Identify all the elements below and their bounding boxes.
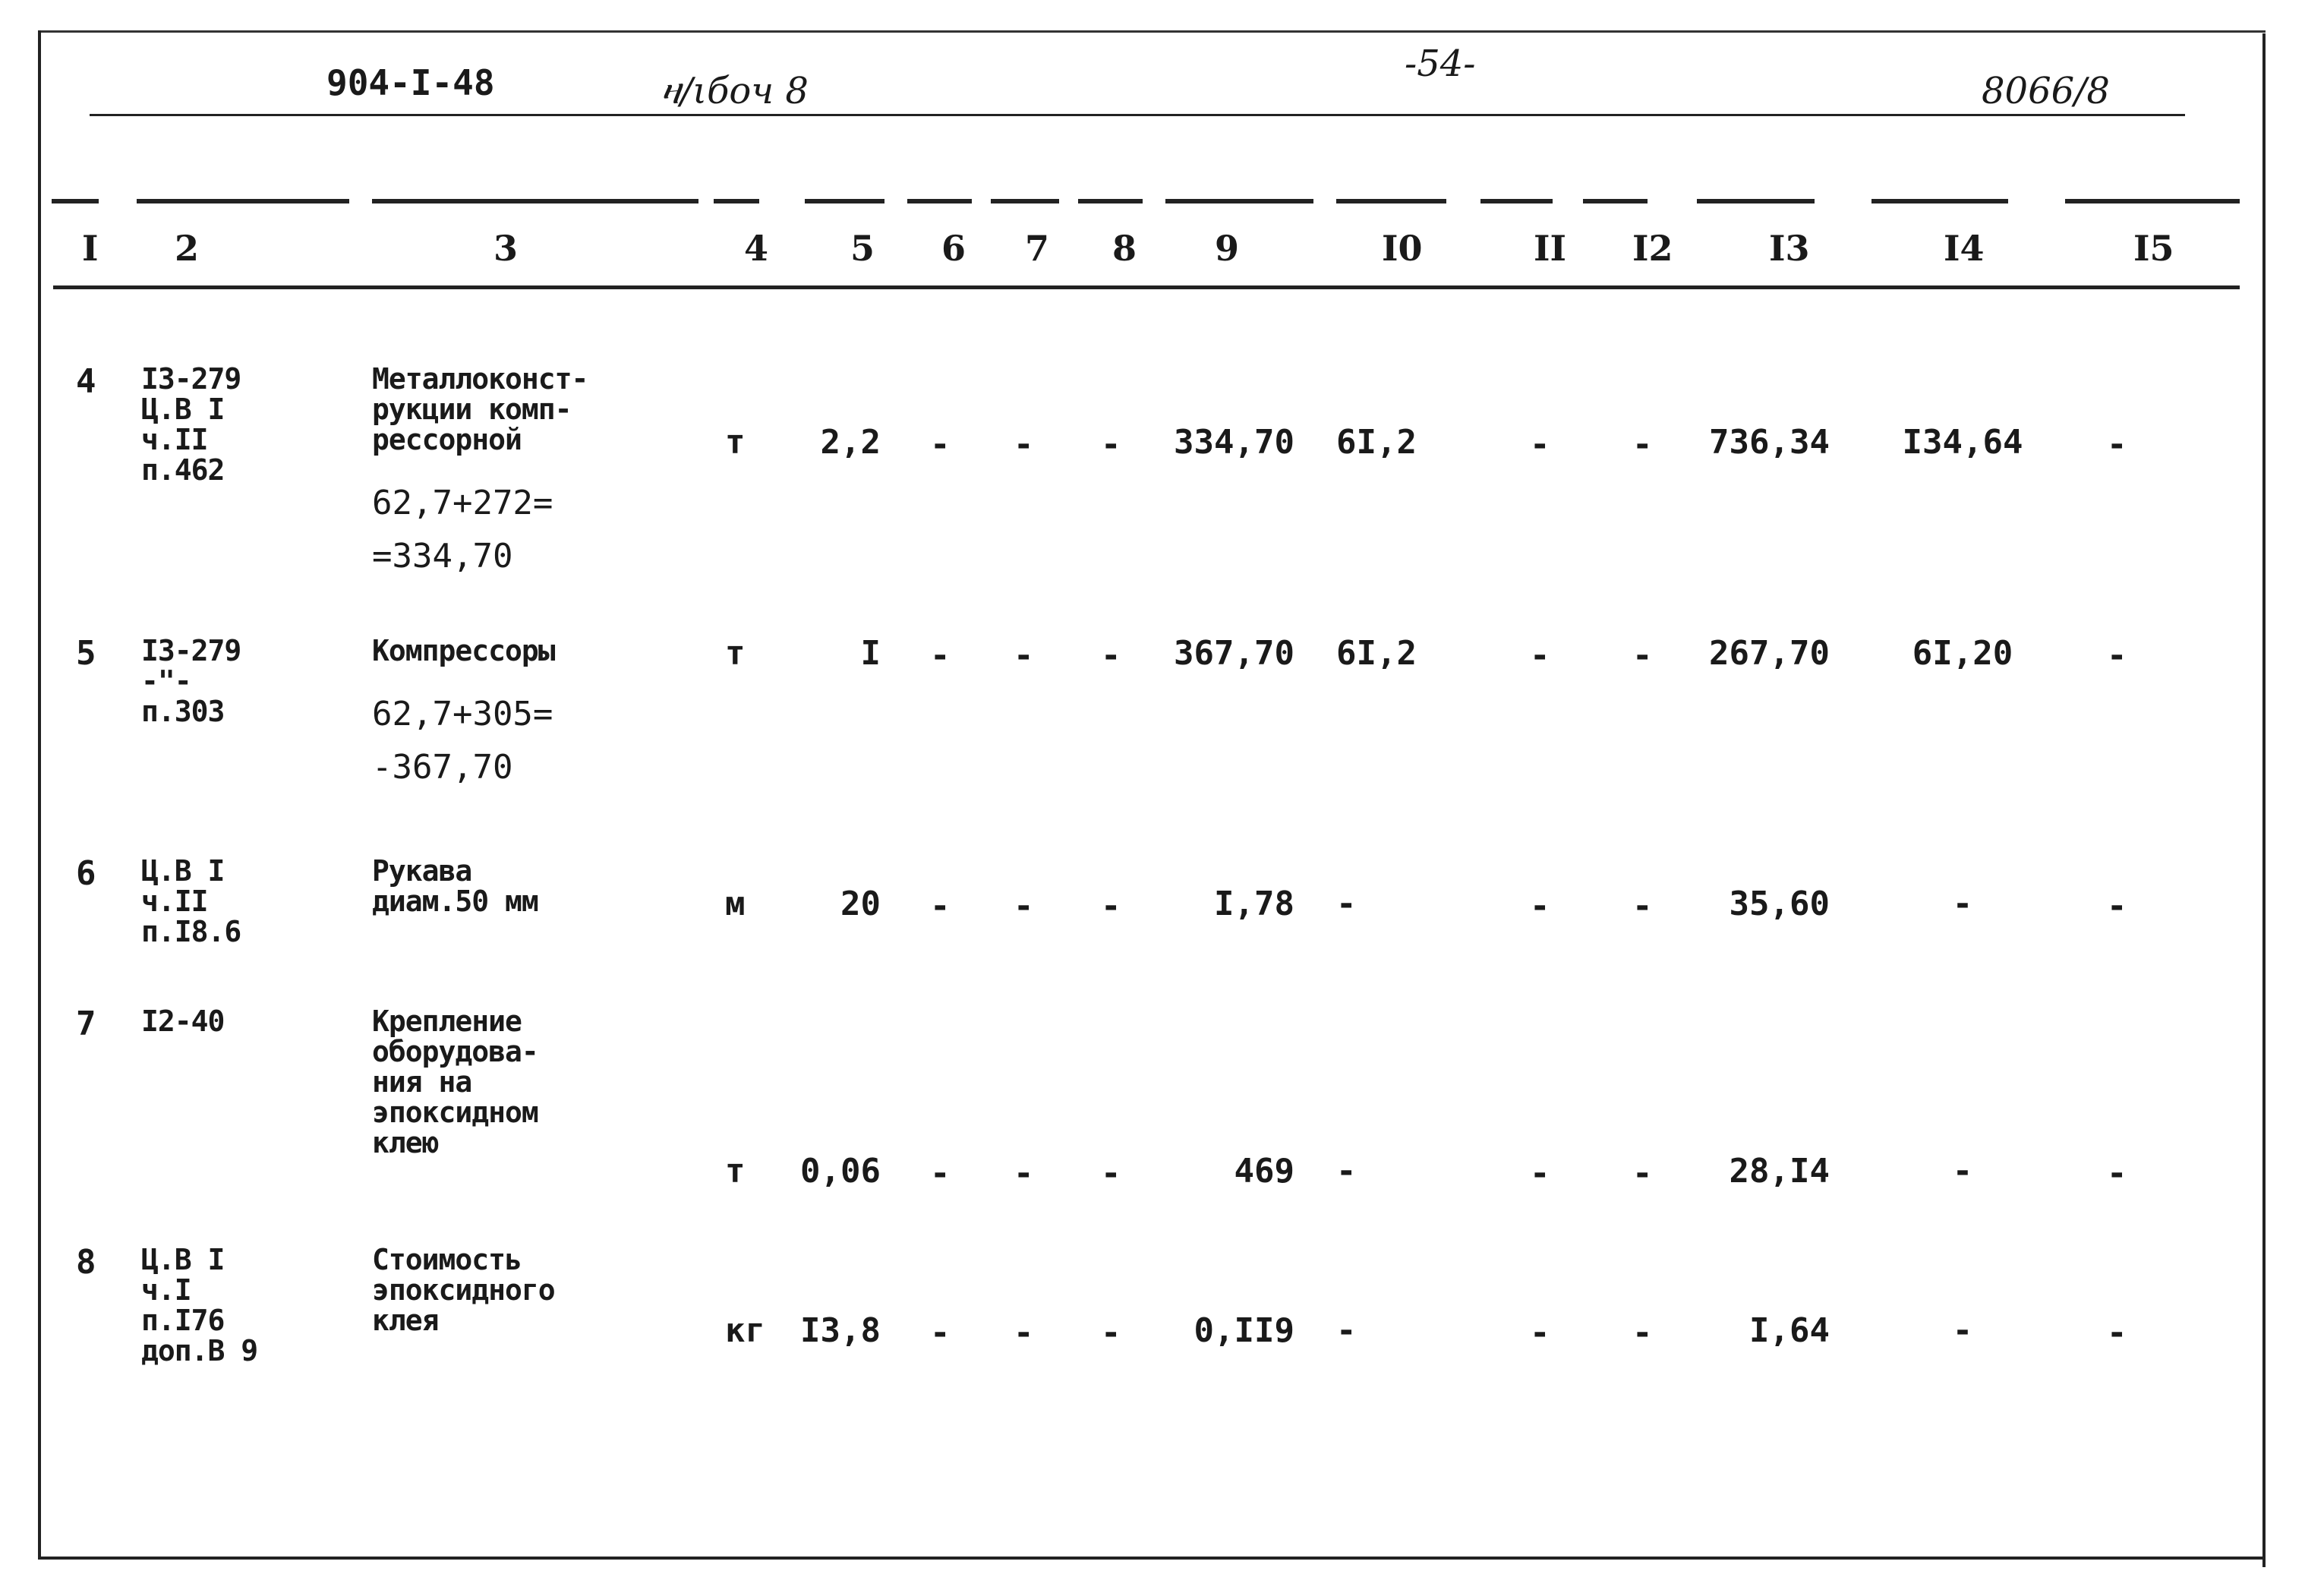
row-code-line: п.462 <box>141 453 225 487</box>
row-col12: - <box>1632 1154 1653 1193</box>
row-col10-value: 6I,2 <box>1336 423 1417 462</box>
column-dash-marker <box>907 199 972 203</box>
row-col11: - <box>1530 1314 1550 1352</box>
row-col6: - <box>930 1154 951 1193</box>
row-col7: - <box>1014 1154 1034 1193</box>
row-quantity: 20 <box>840 885 881 923</box>
row-col14-value: 6I,20 <box>1912 634 2013 673</box>
row-quantity: 2,2 <box>820 423 881 462</box>
row-code-line: -"- <box>141 664 191 698</box>
row-name-line: Компрессоры <box>372 634 555 667</box>
row-col15: - <box>2107 425 2127 464</box>
column-header-7: 7 <box>1025 228 1050 269</box>
row-col10-value: - <box>1336 1311 1357 1350</box>
row-col8: - <box>1101 1314 1121 1352</box>
column-dash-marker <box>714 199 759 203</box>
column-header-2: 2 <box>175 228 200 269</box>
column-dash-marker <box>1336 199 1446 203</box>
row-code-line: ч.II <box>141 423 208 456</box>
row-col7: - <box>1014 887 1034 926</box>
column-header-4: 4 <box>744 228 769 269</box>
row-col12: - <box>1632 1314 1653 1352</box>
row-col13-value: 736,34 <box>1709 423 1830 462</box>
column-header-6: 6 <box>941 228 966 269</box>
row-col14-value: - <box>1952 885 1973 923</box>
row-col9-value: 469 <box>1234 1152 1294 1191</box>
row-col7: - <box>1014 1314 1034 1352</box>
row-col14-value: - <box>1952 1152 1973 1191</box>
column-dash-marker <box>1480 199 1553 203</box>
row-col8: - <box>1101 425 1121 464</box>
page-number: -54- <box>1405 43 1476 85</box>
column-header-11: II <box>1534 228 1567 269</box>
row-code-line: Ц.В I <box>141 854 225 888</box>
column-dash-marker <box>991 199 1059 203</box>
row-col10-value: - <box>1336 885 1357 923</box>
row-col8: - <box>1101 636 1121 675</box>
row-name-line: рукции комп- <box>372 393 572 426</box>
row-calc-line: -367,70 <box>372 748 513 787</box>
row-name-line: Рукава <box>372 854 472 888</box>
row-col7: - <box>1014 636 1034 675</box>
column-header-13: I3 <box>1769 228 1810 269</box>
row-number: 7 <box>76 1005 96 1043</box>
row-code-line: I3-279 <box>141 634 241 667</box>
row-unit: т <box>725 634 746 673</box>
column-header-8: 8 <box>1112 228 1137 269</box>
row-col12: - <box>1632 636 1653 675</box>
row-col11: - <box>1530 636 1550 675</box>
row-col12: - <box>1632 425 1653 464</box>
column-dash-marker <box>137 199 349 203</box>
row-col13-value: 267,70 <box>1709 634 1830 673</box>
row-col14-value: - <box>1952 1311 1973 1350</box>
row-number: 4 <box>76 362 96 401</box>
column-dash-marker <box>1165 199 1313 203</box>
row-col15: - <box>2107 887 2127 926</box>
row-unit: т <box>725 423 746 462</box>
row-name-line: ния на <box>372 1065 472 1099</box>
doc-code: 904-I-48 <box>326 62 495 103</box>
row-number: 6 <box>76 854 96 893</box>
row-code-line: п.I8.6 <box>141 915 241 948</box>
row-col8: - <box>1101 1154 1121 1193</box>
column-dash-marker <box>52 199 99 203</box>
row-unit: кг <box>725 1311 765 1350</box>
column-dash-marker <box>1871 199 2008 203</box>
row-name-line: Металлоконст- <box>372 362 588 396</box>
row-col13-value: 35,60 <box>1729 885 1830 923</box>
row-quantity: I3,8 <box>800 1311 881 1350</box>
row-unit: т <box>725 1152 746 1191</box>
column-dash-marker <box>1583 199 1648 203</box>
row-name-line: клея <box>372 1304 439 1337</box>
row-col6: - <box>930 887 951 926</box>
row-col11: - <box>1530 1154 1550 1193</box>
frame-left-border <box>38 30 41 1557</box>
column-dash-marker <box>372 199 698 203</box>
row-name-line: диам.50 мм <box>372 885 538 918</box>
row-col9-value: 0,II9 <box>1193 1311 1294 1350</box>
row-name-line: Стоимость <box>372 1243 522 1276</box>
row-calc-line: 62,7+305= <box>372 695 553 733</box>
header-underline <box>90 114 2185 116</box>
row-col11: - <box>1530 425 1550 464</box>
column-header-10: I0 <box>1382 228 1423 269</box>
row-quantity: 0,06 <box>800 1152 881 1191</box>
row-col14-value: I34,64 <box>1902 423 2023 462</box>
column-dash-marker <box>2065 199 2240 203</box>
row-calc-line: 62,7+272= <box>372 484 553 522</box>
handwritten-sheet-code: 8066/8 <box>1982 70 2110 112</box>
row-number: 8 <box>76 1243 96 1282</box>
column-header-14: I4 <box>1944 228 1985 269</box>
row-name-line: клею <box>372 1126 439 1159</box>
row-code-line: I3-279 <box>141 362 241 396</box>
row-col10-value: 6I,2 <box>1336 634 1417 673</box>
column-header-15: I5 <box>2133 228 2174 269</box>
row-col15: - <box>2107 636 2127 675</box>
column-header-1: I <box>82 228 99 269</box>
row-code-line: Ц.В I <box>141 1243 225 1276</box>
row-name-line: рессорной <box>372 423 522 456</box>
frame-top-border <box>38 30 2266 33</box>
row-col8: - <box>1101 887 1121 926</box>
row-col9-value: 334,70 <box>1174 423 1294 462</box>
row-col13-value: 28,I4 <box>1729 1152 1830 1191</box>
row-code-line: ч.I <box>141 1273 191 1307</box>
row-name-line: эпоксидном <box>372 1096 538 1129</box>
row-code-line: ч.II <box>141 885 208 918</box>
column-dash-marker <box>1078 199 1143 203</box>
row-col11: - <box>1530 887 1550 926</box>
row-col9-value: I,78 <box>1214 885 1294 923</box>
frame-bottom-border <box>38 1557 2266 1560</box>
row-col6: - <box>930 636 951 675</box>
column-header-9: 9 <box>1215 228 1240 269</box>
row-col12: - <box>1632 887 1653 926</box>
row-name-line: оборудова- <box>372 1035 538 1068</box>
row-code-line: доп.В 9 <box>141 1334 258 1367</box>
row-col10-value: - <box>1336 1152 1357 1191</box>
row-code-line: I2-40 <box>141 1005 225 1038</box>
frame-right-border <box>2262 33 2266 1567</box>
column-dash-marker <box>1697 199 1815 203</box>
row-name-line: эпоксидного <box>372 1273 555 1307</box>
row-number: 5 <box>76 634 96 673</box>
row-col13-value: I,64 <box>1749 1311 1830 1350</box>
row-col6: - <box>930 1314 951 1352</box>
row-quantity: I <box>860 634 881 673</box>
row-col15: - <box>2107 1314 2127 1352</box>
row-calc-line: =334,70 <box>372 537 513 576</box>
column-header-3: 3 <box>493 228 519 269</box>
row-col6: - <box>930 425 951 464</box>
row-col15: - <box>2107 1154 2127 1193</box>
row-name-line: Крепление <box>372 1005 522 1038</box>
column-header-12: I2 <box>1632 228 1673 269</box>
row-col7: - <box>1014 425 1034 464</box>
column-dash-marker <box>805 199 884 203</box>
header-bottom-rule <box>53 285 2240 289</box>
row-col9-value: 367,70 <box>1174 634 1294 673</box>
row-code-line: п.303 <box>141 695 225 728</box>
row-unit: м <box>725 885 746 923</box>
row-code-line: Ц.В I <box>141 393 225 426</box>
column-header-5: 5 <box>850 228 875 269</box>
row-code-line: п.I76 <box>141 1304 225 1337</box>
handwritten-note: ዛ/ιбоч 8 <box>661 70 809 112</box>
